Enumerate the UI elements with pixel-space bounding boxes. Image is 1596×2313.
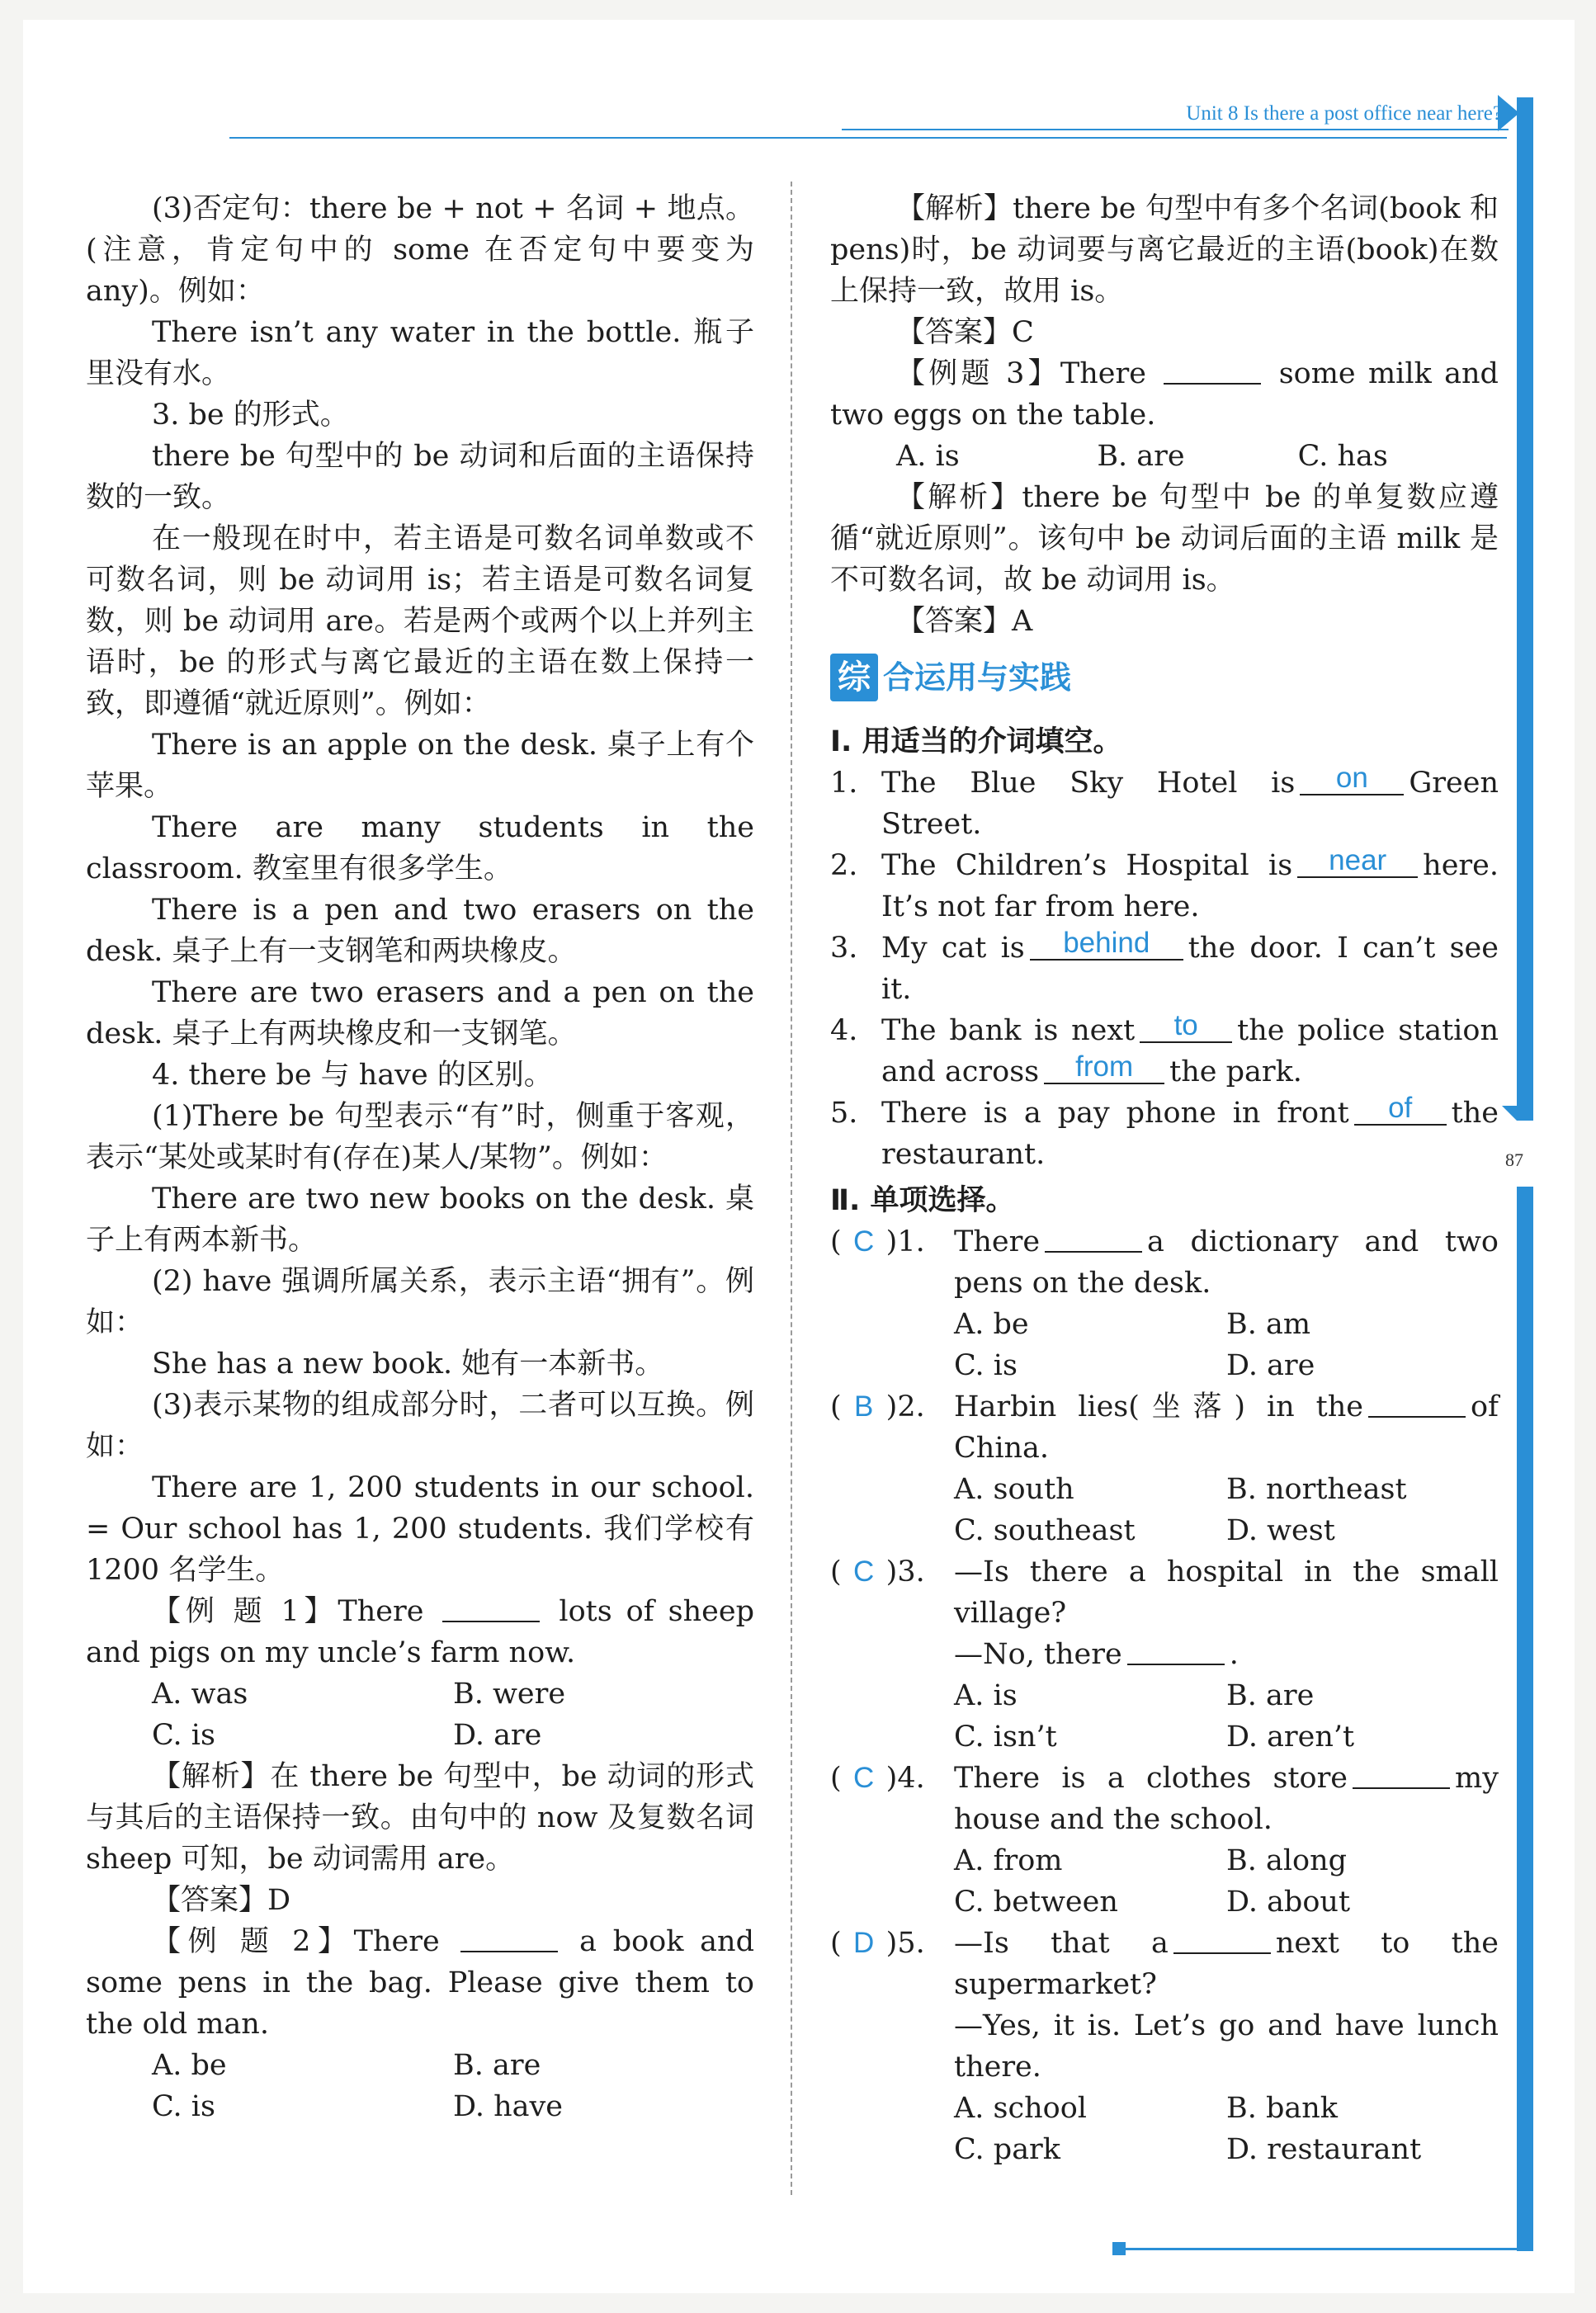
example-sentence: There is a pen and two erasers on the desk. 桌子上有一支钢笔和两块橡皮。 bbox=[86, 894, 754, 968]
example-sentence: There is an apple on the desk. 桌子上有个苹果。 bbox=[86, 729, 754, 803]
paragraph: 在一般现在时中，若主语是可数名词单数或不可数名词，则 be 动词用 is；若主语是可数名词复数，则 be 动词用 are。若是两个或两个以上并列主语时，be 的形式与离它最近的主语在数上保持一致，即遵循“就近原则”。例如： bbox=[86, 522, 754, 720]
mc-question: ( C )1. There a dictionary and two pens on the desk. bbox=[830, 1221, 1499, 1304]
filled-blank[interactable]: of bbox=[1354, 1093, 1447, 1126]
answer-blank bbox=[442, 1591, 540, 1622]
mc-options bbox=[830, 1675, 1499, 1758]
analysis: 【解析】在 there be 句型中，be 动词的形式与其后的主语保持一致。由句中的 now 及复数名词 sheep 可知，be 动词需用 are。 bbox=[86, 1760, 754, 1876]
example-sentence: There are many students in the classroom. 教室里有很多学生。 bbox=[86, 811, 754, 885]
option: C. is bbox=[152, 1719, 215, 1752]
option: C. is bbox=[152, 2090, 215, 2123]
mc-answer[interactable]: B bbox=[853, 1390, 874, 1423]
option[interactable]: D. west bbox=[1226, 1514, 1335, 1547]
option[interactable]: A. from bbox=[954, 1844, 1063, 1877]
filled-blank[interactable]: on bbox=[1300, 762, 1404, 795]
option[interactable]: D. about bbox=[1226, 1886, 1351, 1919]
option: A. was bbox=[152, 1678, 248, 1711]
part-title: Ⅱ. 单项选择。 bbox=[830, 1184, 1015, 1217]
option: B. were bbox=[453, 1678, 566, 1711]
unit-header: Unit 8 Is there a post office near here? bbox=[1186, 102, 1502, 125]
option-row bbox=[86, 2045, 754, 2086]
side-notch bbox=[1502, 1106, 1517, 1121]
section-badge: 综 bbox=[830, 654, 878, 701]
example-label: 【例 题 2】 bbox=[152, 1925, 354, 1958]
side-bar-lower bbox=[1517, 1187, 1533, 2251]
example-label: 【例题 3】 bbox=[896, 357, 1060, 390]
mc-answer[interactable]: C bbox=[853, 1555, 875, 1588]
option[interactable]: A. is bbox=[954, 1679, 1018, 1712]
filled-blank[interactable]: to bbox=[1140, 1010, 1232, 1043]
part-title: Ⅰ. 用适当的介词填空。 bbox=[830, 725, 1122, 758]
example-question-2: 【例 题 2】There a book and some pens in the bag. Please give them to the old man. bbox=[86, 1921, 754, 2045]
option: A. is bbox=[896, 440, 960, 473]
option[interactable]: B. northeast bbox=[1226, 1473, 1407, 1506]
paragraph: (2) have 强调所属关系，表示主语“拥有”。例如： bbox=[86, 1265, 754, 1339]
answer-blank bbox=[1368, 1386, 1466, 1418]
fill-item: 3. My cat is behind the door. I can’t see it. bbox=[830, 927, 1499, 1006]
answer-blank bbox=[1164, 353, 1261, 385]
right-column bbox=[830, 188, 1499, 2170]
filled-blank[interactable]: near bbox=[1297, 845, 1418, 878]
mc-options bbox=[830, 2088, 1499, 2170]
option-row bbox=[86, 2086, 754, 2127]
mc-question: ( C )4. There is a clothes store my house and the school. bbox=[830, 1758, 1499, 1840]
fill-item: 1. The Blue Sky Hotel is on Green Street. bbox=[830, 762, 1499, 841]
example-sentence: She has a new book. 她有一本新书。 bbox=[152, 1348, 664, 1381]
fill-item: 5. There is a pay phone in front of the restaurant. bbox=[830, 1092, 1499, 1171]
paragraph: (1)There be 句型表示“有”时，侧重于客观，表示“某处或某时有(存在)某人/某物”。例如： bbox=[86, 1100, 754, 1174]
analysis: 【解析】there be 句型中 be 的单复数应遵循“就近原则”。该句中 be 动词后面的主语 milk 是不可数名词，故 be 动词用 is。 bbox=[830, 481, 1499, 597]
option[interactable]: D. restaurant bbox=[1226, 2133, 1422, 2166]
footer-rule bbox=[1122, 2248, 1518, 2250]
option[interactable]: C. between bbox=[954, 1886, 1118, 1919]
example-question-1: 【例 题 1】There lots of sheep and pigs on my uncle’s farm now. bbox=[86, 1591, 754, 1673]
option[interactable]: B. bank bbox=[1226, 2092, 1338, 2125]
option[interactable]: B. are bbox=[1226, 1679, 1315, 1712]
subheading: 3. be 的形式。 bbox=[152, 399, 349, 432]
paragraph: (3)表示某物的组成部分时，二者可以互换。例如： bbox=[86, 1389, 754, 1463]
answer-blank bbox=[1353, 1758, 1450, 1789]
option: B. are bbox=[453, 2049, 541, 2082]
option: D. are bbox=[453, 1719, 542, 1752]
filled-blank[interactable]: from bbox=[1044, 1051, 1164, 1084]
column-divider bbox=[791, 182, 792, 2195]
section-heading bbox=[830, 654, 1499, 706]
side-bar bbox=[1517, 97, 1533, 1121]
example-sentence: There are two new books on the desk. 桌子上有两本新书。 bbox=[86, 1182, 754, 1257]
answer-blank bbox=[1045, 1221, 1142, 1253]
fill-item: 2. The Children’s Hospital is near here. It’s not far from here. bbox=[830, 844, 1499, 923]
option[interactable]: A. be bbox=[954, 1308, 1029, 1341]
mc-answer[interactable]: D bbox=[853, 1927, 875, 1959]
option[interactable]: C. southeast bbox=[954, 1514, 1136, 1547]
option[interactable]: A. south bbox=[954, 1473, 1074, 1506]
mc-answer[interactable]: C bbox=[853, 1225, 875, 1258]
mc-options bbox=[830, 1840, 1499, 1923]
option-row bbox=[86, 1715, 754, 1756]
paragraph: there be 句型中的 be 动词和后面的主语保持数的一致。 bbox=[86, 440, 754, 514]
left-column bbox=[86, 188, 754, 2127]
option-row bbox=[86, 1673, 754, 1715]
option[interactable]: A. school bbox=[954, 2092, 1087, 2125]
example-label: 【例 题 1】 bbox=[152, 1595, 338, 1628]
mc-question: ( D )5. —Is that a next to the supermarket? —Yes, it is. Let’s go and have lunch there. bbox=[830, 1923, 1499, 2088]
option: B. are bbox=[1097, 440, 1185, 473]
paragraph: (3)否定句：there be + not + 名词 + 地点。(注意，肯定句中的 some 在否定句中要变为 any)。例如： bbox=[86, 192, 754, 308]
example-sentence: There are two erasers and a pen on the desk. 桌子上有两块橡皮和一支钢笔。 bbox=[86, 976, 754, 1050]
mc-answer[interactable]: C bbox=[853, 1762, 875, 1794]
answer: 【答案】A bbox=[896, 605, 1033, 638]
page-number: 87 bbox=[1505, 1149, 1523, 1170]
section-title: 合运用与实践 bbox=[883, 659, 1072, 696]
answer: 【答案】D bbox=[152, 1884, 291, 1917]
example-sentence: There are 1, 200 students in our school. = Our school has 1, 200 students. 我们学校有 1200 名学生。 bbox=[86, 1471, 754, 1587]
example-sentence: There isn’t any water in the bottle. 瓶子里没有水。 bbox=[86, 316, 754, 390]
option[interactable]: B. am bbox=[1226, 1308, 1311, 1341]
option: C. has bbox=[1297, 440, 1388, 473]
option-row bbox=[830, 436, 1499, 477]
mc-options bbox=[830, 1304, 1499, 1386]
option[interactable]: C. park bbox=[954, 2133, 1060, 2166]
option: A. be bbox=[152, 2049, 227, 2082]
analysis: 【解析】there be 句型中有多个名词(book 和 pens)时，be 动词要与离它最近的主语(book)在数上保持一致，故用 is。 bbox=[830, 192, 1499, 308]
mc-options bbox=[830, 1469, 1499, 1551]
answer-blank bbox=[1173, 1923, 1271, 1954]
option[interactable]: C. is bbox=[954, 1349, 1018, 1382]
answer-blank bbox=[1127, 1634, 1225, 1665]
mc-question: ( B )2. Harbin lies(坐落) in the of China. bbox=[830, 1386, 1499, 1469]
option[interactable]: D. aren’t bbox=[1226, 1721, 1355, 1754]
example-question-3: 【例题 3】There some milk and two eggs on the table. bbox=[830, 353, 1499, 436]
fill-item: 4. The bank is next to the police station and across from the park. bbox=[830, 1009, 1499, 1088]
answer-blank bbox=[460, 1921, 558, 1952]
subheading: 4. there be 与 have 的区别。 bbox=[152, 1059, 553, 1092]
header-rule-long bbox=[229, 137, 1507, 139]
option[interactable]: B. along bbox=[1226, 1844, 1348, 1877]
option[interactable]: D. are bbox=[1226, 1349, 1315, 1382]
option: D. have bbox=[453, 2090, 563, 2123]
mc-question: ( C )3. —Is there a hospital in the small village? —No, there . bbox=[830, 1551, 1499, 1675]
header-rule bbox=[842, 129, 1509, 130]
answer: 【答案】C bbox=[896, 316, 1034, 349]
option[interactable]: C. isn’t bbox=[954, 1721, 1057, 1754]
filled-blank[interactable]: behind bbox=[1030, 928, 1183, 961]
